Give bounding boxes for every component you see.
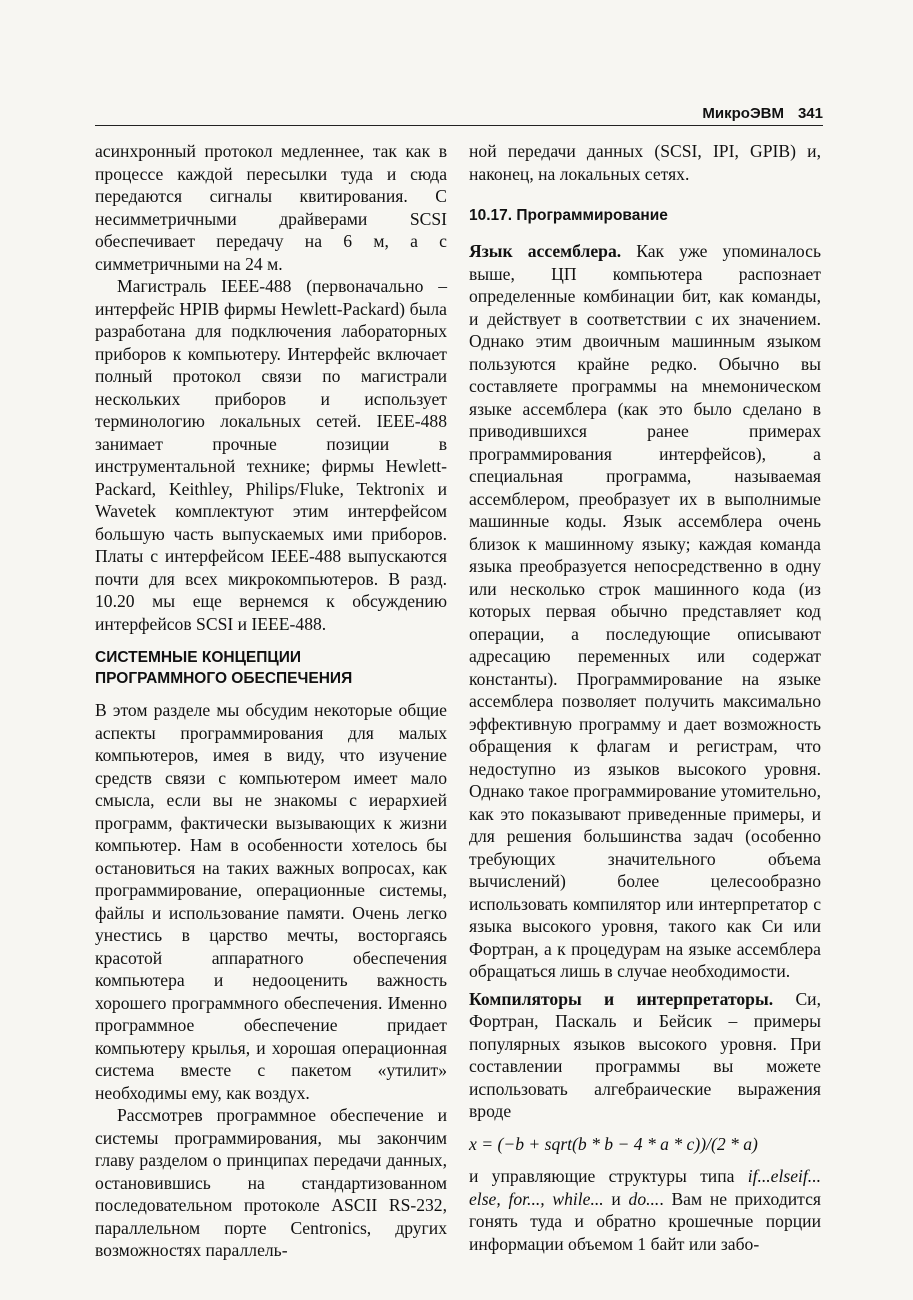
left-column (95, 140, 447, 1262)
paragraph: ной передачи данных (SCSI, IPI, GPIB) и, наконец, на локальных сетях. (469, 141, 821, 184)
heading-line: СИСТЕМНЫЕ КОНЦЕПЦИИ (95, 649, 301, 666)
page-number: 341 (797, 105, 823, 122)
keywords: if...elseif... else, for..., while... (469, 1166, 821, 1209)
right-column (469, 140, 821, 1255)
paragraph: Магистраль IEEE-488 (первоначально – интерфейс HPIB фирмы Hewlett-Packard) была разработана для подключения лабораторных приборов к компьютеру. Интерфейс включает полный протокол связи по магистрали нескольких приборов и использует терминологию локальных сетей. IEEE-488 занимает прочные позиции в инструментальной технике; фирмы Hewlett-Packard, Keithley, Philips/Fluke, Tektronix и Wavetek комплектуют этим интерфейсом большую часть выпускаемых ими приборов. Платы с интерфейсом IEEE-488 выпускаются почти для всех микрокомпьютеров. В разд. 10.20 мы еще вернемся к обсуждению интерфейсов SCSI и IEEE-488. (95, 276, 447, 634)
paragraph: асинхронный протокол медленнее, так как в процессе каждой пересылки туда и сюда передаются сигналы квитирования. С несимметричными драйверами SCSI обеспечивает передачу на 6 м, а с симметричными на 24 м. (95, 141, 447, 274)
paragraph-text: Си, Фортран, Паскаль и Бейсик – примеры популярных языков высокого уровня. При составлении программы вы можете использовать алгебраические выражения вроде (469, 988, 821, 1121)
running-head (95, 103, 823, 126)
heading-line: ПРОГРАММНОГО ОБЕСПЕЧЕНИЯ (95, 670, 353, 687)
text: и управляющие структуры типа (469, 1166, 748, 1186)
text: и (603, 1188, 629, 1209)
paragraph: Рассмотрев программное обеспечение и системы программирования, мы закончим главу разделом о принципах передачи данных, остановившись на стандартизованном последовательном протоколе ASCII RS-232, параллельном порте Centronics, других возможностях параллель- (95, 1105, 447, 1260)
run-in-heading: Язык ассемблера. (469, 241, 622, 261)
running-title: МикроЭВМ (702, 105, 784, 122)
section-heading-system-concepts (95, 647, 447, 689)
paragraph-compilers (469, 988, 821, 1123)
paragraph: В этом разделе мы обсудим некоторые общие аспекты программирования для малых компьютеров, имея в виду, что изучение средств связи с компьютером имеет мало смысла, если вы не знакомы с иерархией программ, фактически вызывающих к жизни компьютер. Нам в особенности хотелось бы остановиться на таких важных вопросах, как программирование, операционные системы, файлы и использование памяти. Очень легко унестись в царство мечты, восторгаясь красотой аппаратного обеспечения компьютера и недооценить важность хорошего программного обеспечения. Именно программное обеспечение придает компьютеру крылья, и хорошая операционная система вместе с пакетом «утилит» необходимы ему, как воздух. (95, 700, 447, 1103)
text: . Вам не приходится гонять туда и обратно крошечные порции информации объемом 1 байт или забо- (469, 1188, 821, 1254)
paragraph-control-structures (469, 1165, 821, 1255)
paragraph-assembler (469, 240, 821, 983)
section-heading-programming: 10.17. Программирование (469, 207, 668, 224)
formula: x = (−b + sqrt(b * b − 4 * a * c))/(2 * a) (469, 1133, 758, 1154)
run-in-heading: Компиляторы и интерпретаторы. (469, 988, 774, 1009)
paragraph-text: Как уже упоминалось выше, ЦП компьютера распознает определенные комбинации бит, как команды, и действует в соответствии с их значением. Однако этим двоичным машинным языком пользуются крайне редко. Обычно вы составляете программы на мнемоническом языке ассемблера (как это было сделано в приводившихся ранее примерах программирования интерфейсов), а специальная программа, называемая ассемблером, преобразует их в выполнимые машинные коды. Язык ассемблера очень близок к машинному языку; каждая команда языка преобразуется непосредственно в одну или несколько строк машинного кода (из которых первая обычно представляет код операции, а последующие описывают адресацию переменных или содержат константы). Программирование на языке ассемблера позволяет получить максимально эффективную программу и дает возможность обращения к флагам и регистрам, что недоступно из языков высокого уровня. Однако такое программирование утомительно, как это показывают приведенные примеры, и для решения большинства задач (особенно требующих значительного объема вычислений) более целесообразно использовать компилятор или интерпретатор с языка высокого уровня, такого как Си или Фортран, а к процедурам на языке ассемблера обращаться лишь в случае необходимости. (469, 241, 821, 981)
keyword: do... (628, 1188, 660, 1209)
